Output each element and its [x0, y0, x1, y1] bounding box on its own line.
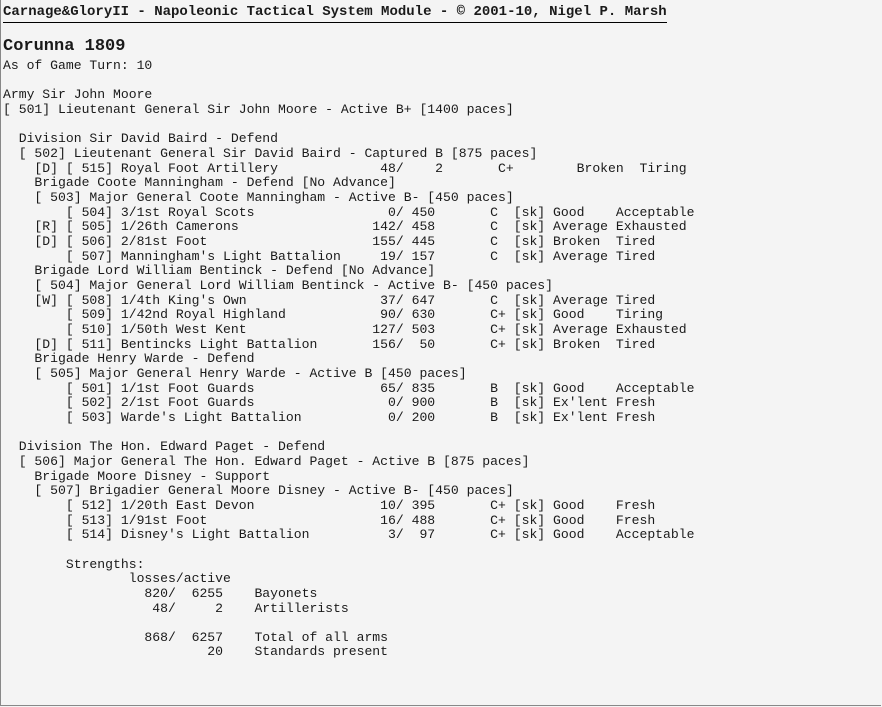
- report-line: Army Sir John Moore: [3, 87, 153, 102]
- report-line: [W] [ 508] 1/4th King's Own 37/ 647 C [sk] Average Tired: [3, 293, 656, 308]
- report-line: [D] [ 515] Royal Foot Artillery 48/ 2 C+ Broken Tiring: [3, 161, 687, 176]
- report-line: Strengths:: [3, 557, 145, 572]
- report-line: 20 Standards present: [3, 644, 389, 659]
- report-line: Brigade Moore Disney - Support: [3, 469, 271, 484]
- report-header: Carnage&GloryII - Napoleonic Tactical System Module - © 2001-10, Nigel P. Marsh: [3, 3, 667, 23]
- report-line: 48/ 2 Artillerists: [3, 601, 349, 616]
- report-line: [ 513] 1/91st Foot 16/ 488 C+ [sk] Good Fresh: [3, 513, 656, 528]
- report-line: Brigade Lord William Bentinck - Defend [No Advance]: [3, 263, 436, 278]
- report-line: [D] [ 511] Bentincks Light Battalion 156/ 50 C+ [sk] Broken Tired: [3, 337, 656, 352]
- report-line: [ 503] Major General Coote Manningham - Active B- [450 paces]: [3, 190, 514, 205]
- report-line: [ 501] 1/1st Foot Guards 65/ 835 B [sk] Good Acceptable: [3, 381, 695, 396]
- report-line: [ 502] Lieutenant General Sir David Baird - Captured B [875 paces]: [3, 146, 538, 161]
- report-line: [R] [ 505] 1/26th Camerons 142/ 458 C [sk] Average Exhausted: [3, 219, 687, 234]
- report-line: [ 502] 2/1st Foot Guards 0/ 900 B [sk] Ex'lent Fresh: [3, 395, 656, 410]
- report-line: [ 504] Major General Lord William Bentinck - Active B- [450 paces]: [3, 278, 554, 293]
- report-line: [ 507] Manningham's Light Battalion 19/ 157 C [sk] Average Tired: [3, 249, 656, 264]
- report-line: [ 509] 1/42nd Royal Highland 90/ 630 C+ [sk] Good Tiring: [3, 307, 664, 322]
- report-line: Brigade Henry Warde - Defend: [3, 351, 255, 366]
- report-line: Division The Hon. Edward Paget - Defend: [3, 439, 326, 454]
- report-line: 868/ 6257 Total of all arms: [3, 630, 389, 645]
- report-line: [ 505] Major General Henry Warde - Active B [450 paces]: [3, 366, 467, 381]
- report-line: Division Sir David Baird - Defend: [3, 131, 279, 146]
- report-line: [ 504] 3/1st Royal Scots 0/ 450 C [sk] Good Acceptable: [3, 205, 695, 220]
- report-line: [ 512] 1/20th East Devon 10/ 395 C+ [sk] Good Fresh: [3, 498, 656, 513]
- report-line: losses/active: [3, 571, 231, 586]
- battle-title: Corunna 1809: [3, 37, 126, 56]
- report-line: [ 506] Major General The Hon. Edward Paget - Active B [875 paces]: [3, 454, 530, 469]
- report-line: [ 507] Brigadier General Moore Disney - Active B- [450 paces]: [3, 483, 514, 498]
- report-line: [ 514] Disney's Light Battalion 3/ 97 C+ [sk] Good Acceptable: [3, 527, 695, 542]
- report-line: [ 510] 1/50th West Kent 127/ 503 C+ [sk] Average Exhausted: [3, 322, 687, 337]
- report-line: [ 501] Lieutenant General Sir John Moore - Active B+ [1400 paces]: [3, 102, 514, 117]
- report-line: As of Game Turn: 10: [3, 58, 153, 73]
- report-line: Brigade Coote Manningham - Defend [No Advance]: [3, 175, 396, 190]
- report-line: 820/ 6255 Bayonets: [3, 586, 318, 601]
- report-line: [D] [ 506] 2/81st Foot 155/ 445 C [sk] Broken Tired: [3, 234, 656, 249]
- report-line: [ 503] Warde's Light Battalion 0/ 200 B [sk] Ex'lent Fresh: [3, 410, 656, 425]
